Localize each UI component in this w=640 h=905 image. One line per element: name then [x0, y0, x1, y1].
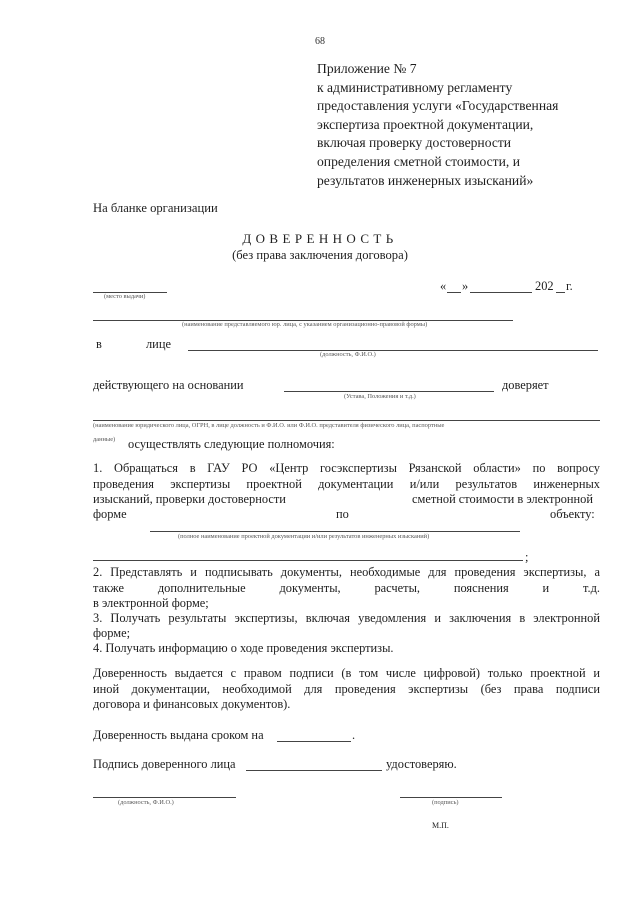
appendix-line: предоставления услуги «Государственная — [317, 98, 559, 114]
term-text: Доверенность выдана сроком на — [93, 728, 264, 742]
object-name-hint: (полное наименование проектной документации и/или результатов инженерных изысканий) — [178, 533, 430, 540]
attest-signature-field[interactable] — [246, 770, 382, 771]
person-prefix: в — [96, 337, 102, 351]
letterhead-note: На бланке организации — [93, 201, 218, 215]
date-year-suffix: г. — [566, 279, 573, 293]
signature-rights-line: Доверенность выдается с правом подписи (в том числе цифровой) только проектной и — [93, 666, 600, 680]
signature-rights — [93, 666, 600, 697]
appendix-line: результатов инженерных изысканий» — [317, 172, 534, 188]
place-hint: (место выдачи) — [104, 293, 146, 300]
power-item-2-line3: в электронной форме; — [93, 596, 209, 610]
basis-field[interactable] — [284, 391, 494, 392]
stamp-place: М.П. — [432, 821, 449, 830]
person-field[interactable] — [188, 350, 598, 351]
trustee-field[interactable] — [93, 420, 600, 421]
appendix-line: определения сметной стоимости, и — [317, 153, 520, 169]
signature-hint: (подпись) — [432, 799, 459, 806]
appendix-header — [317, 60, 617, 190]
attest-suffix: удостоверяю. — [386, 757, 457, 771]
term-field[interactable] — [277, 741, 351, 742]
object-name-field[interactable] — [150, 531, 520, 532]
trustee-hint: (наименование юридического лица, ОГРН, в лице должность и Ф.И.О. или Ф.И.О. представителя физического лица, паспортные — [93, 422, 445, 429]
date-year-field[interactable] — [556, 292, 565, 293]
power-item-1-end: ; — [525, 550, 529, 564]
power-item-3-line: 3. Получать результаты экспертизы, включая уведомления и заключения в электронной — [93, 611, 600, 625]
basis-prefix: действующего на основании — [93, 378, 244, 392]
document-subtitle: (без права заключения договора) — [232, 248, 408, 262]
power-item-1-line: проведения экспертизы проектной документации и/или результатов инженерных — [93, 476, 600, 491]
person-hint: (должность, Ф.И.О.) — [320, 351, 376, 358]
appendix-line: включая проверку достоверности — [317, 135, 512, 151]
basis-suffix: доверяет — [502, 378, 549, 392]
signature-rights-line: иной документации, необходимой для проведения экспертизы (без права подписи — [93, 681, 600, 696]
attest-prefix: Подпись доверенного лица — [93, 757, 236, 771]
power-item-1-form: форме — [93, 507, 127, 521]
power-item-1-line3-start: изысканий, проверки достоверности — [93, 492, 286, 506]
signature-rights-line3: договора и финансовых документов). — [93, 697, 291, 711]
date-close-quote: » — [462, 279, 469, 293]
date-month-field[interactable] — [470, 292, 532, 293]
person-label: лице — [146, 337, 171, 351]
appendix-line: Приложение № 7 — [317, 61, 417, 76]
position-hint: (должность, Ф.И.О.) — [118, 799, 174, 806]
date-open-quote: « — [440, 279, 447, 293]
trustee-hint-continued: данные) — [93, 436, 116, 443]
date-day-field[interactable] — [447, 292, 461, 293]
term-end: . — [352, 728, 356, 742]
powers-intro: осуществлять следующие полномочия: — [128, 437, 335, 451]
power-item-1-object: объекту: — [550, 507, 595, 521]
page-number: 68 — [315, 36, 325, 47]
document-title: ДОВЕРЕННОСТЬ — [242, 231, 398, 246]
signature-field[interactable] — [400, 797, 502, 798]
object-name-field-continued[interactable] — [93, 560, 523, 561]
power-item-1 — [93, 461, 600, 492]
power-item-1-line: 1. Обращаться в ГАУ РО «Центр госэкспертизы Рязанской области» по вопросу — [93, 461, 600, 475]
power-item-2-line: также дополнительные документы, расчеты, пояснения и т.д. — [93, 580, 600, 595]
appendix-line: к административному регламенту — [317, 79, 513, 95]
power-item-1-line3-end: сметной стоимости в электронной — [412, 492, 594, 506]
power-item-1-by: по — [336, 507, 349, 521]
power-item-4: 4. Получать информацию о ходе проведения экспертизы. — [93, 641, 394, 655]
power-item-3 — [93, 611, 600, 627]
position-signature-field[interactable] — [93, 797, 236, 798]
power-item-2-line: 2. Представлять и подписывать документы, необходимые для проведения экспертизы, а — [93, 565, 600, 579]
power-item-3-line2: форме; — [93, 626, 131, 640]
organization-hint: (наименование представляемого юр. лица, с указанием организационно-правовой формы) — [182, 321, 428, 328]
appendix-line: экспертиза проектной документации, — [317, 116, 534, 132]
power-item-2 — [93, 565, 600, 596]
date-year-prefix: 202 — [535, 279, 554, 293]
basis-hint: (Устава, Положения и т.д.) — [344, 393, 416, 400]
